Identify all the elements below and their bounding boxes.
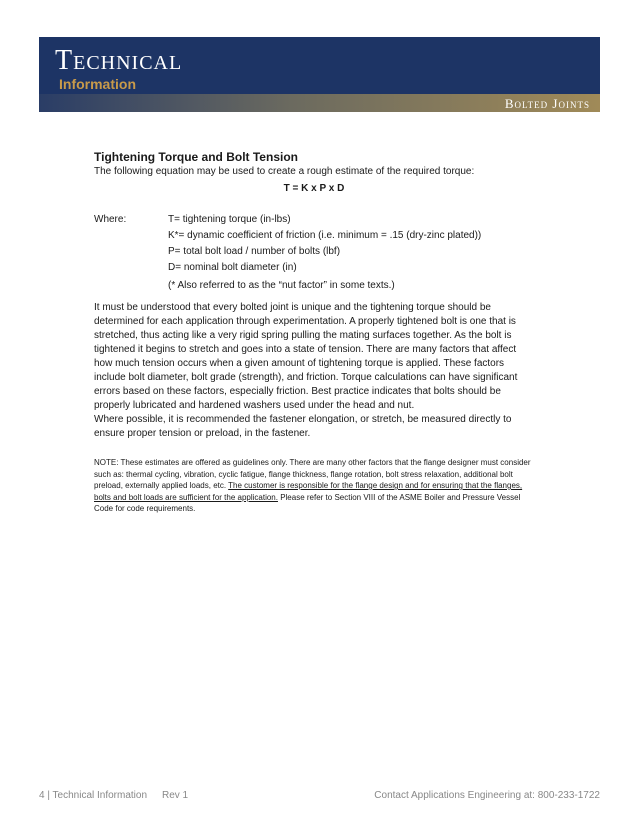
definition-d: D= nominal bolt diameter (in) bbox=[168, 262, 297, 273]
footer-contact: Contact Applications Engineering at: 800-233-1722 bbox=[374, 790, 600, 801]
definition-footnote: (* Also referred to as the “nut factor” in some texts.) bbox=[168, 280, 395, 291]
note-underlined-text: The customer is responsible for the flange design and for ensuring that the flanges, bolts and bolt loads are sufficient for the application. bbox=[94, 481, 523, 502]
where-label: Where: bbox=[94, 214, 127, 225]
footer-revision: Rev 1 bbox=[162, 790, 189, 801]
header-section-label: Bolted Joints bbox=[504, 96, 590, 111]
note-text-start: NOTE: These estimates are offered as guidelines only. There are many other factors that the flange designer must consider such as: thermal cycling, vibration, cyclic fatigue, flange thickness, flange rotation, bolt stress relaxation, additional bolt preload, externally applied loads, etc. bbox=[94, 458, 531, 490]
definition-t: T= tightening torque (in-lbs) bbox=[168, 214, 291, 225]
intro-text: The following equation may be used to create a rough estimate of the required torque: bbox=[94, 166, 475, 177]
note-text-end: Please refer to Section VIII of the ASME Boiler and Pressure Vessel Code for code requirements. bbox=[94, 492, 521, 513]
torque-equation: T = K x P x D bbox=[283, 183, 345, 194]
note-paragraph bbox=[94, 457, 534, 515]
header-subtitle: Information bbox=[59, 76, 136, 92]
paragraph-elongation: Where possible, it is recommended the fastener elongation, or stretch, be measured directly to ensure proper tension or preload, in the fastener. bbox=[94, 414, 512, 439]
footer-page-label: 4 | Technical Information bbox=[39, 790, 148, 801]
header-banner bbox=[39, 37, 600, 112]
definition-k: K*= dynamic coefficient of friction (i.e. minimum = .15 (dry-zinc plated)) bbox=[168, 230, 482, 241]
definition-p: P= total bolt load / number of bolts (lbf) bbox=[168, 246, 341, 257]
paragraph-bolted-joint: It must be understood that every bolted joint is unique and the tightening torque should be determined for each application through experimentation. A properly tightened bolt is one that is stretched, thus acting like a very rigid spring pulling the mating surfaces together. As the bolt is tightened it begins to stretch and goes into a state of tension. There are many factors that affect how much tension occurs when a given amount of tightening torque is applied. These factors include bolt diameter, bolt grade (strength), and friction. Torque calculations can have significant errors based on these factors, especially friction. Best practice indicates that bolts should be properly lubricated and hardened washers used under the head and nut. bbox=[94, 302, 518, 411]
section-heading: Tightening Torque and Bolt Tension bbox=[94, 150, 298, 164]
header-title: Technical bbox=[55, 45, 183, 76]
